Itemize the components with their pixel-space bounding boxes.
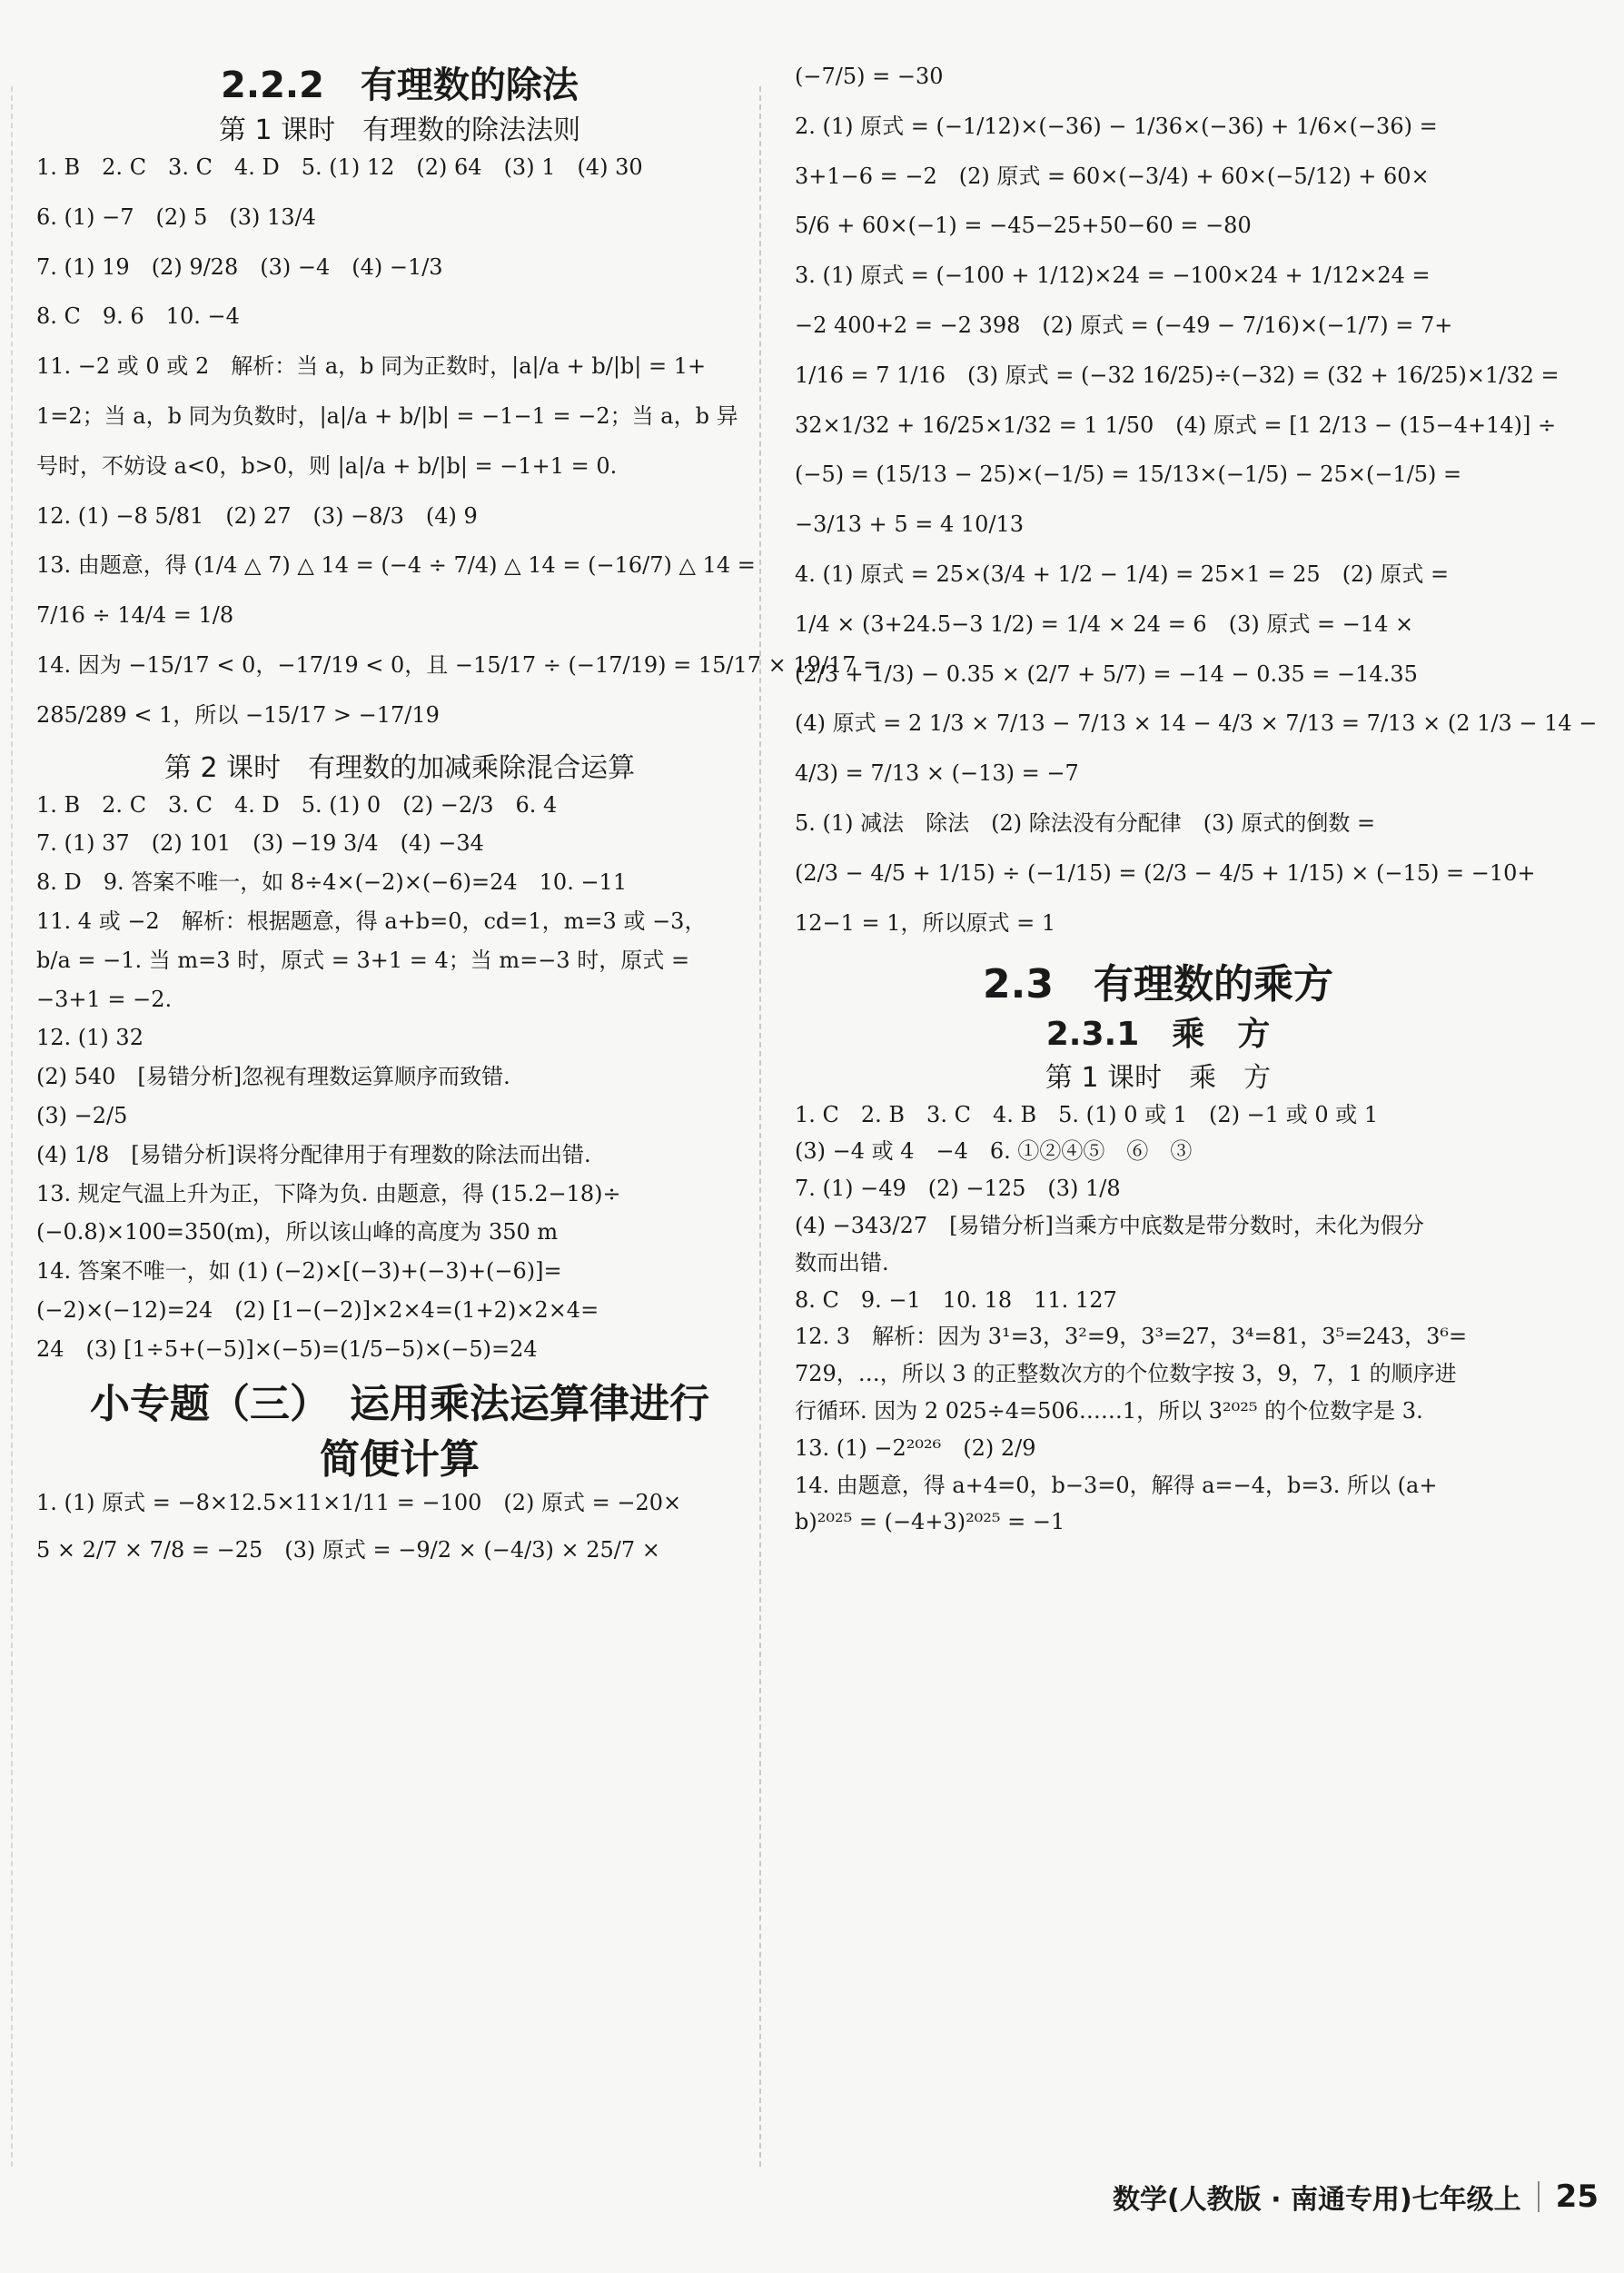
answer-line: −3/13 + 5 = 4 10/13 — [795, 511, 1025, 538]
answer-line: 12. (1) 32 — [36, 1025, 144, 1051]
answer-line: b)²⁰²⁵ = (−4+3)²⁰²⁵ = −1 — [795, 1509, 1065, 1535]
answer-line: (2/3 − 4/5 + 1/15) ÷ (−1/15) = (2/3 − 4/5 + 1/15) × (−15) = −10+ — [795, 859, 1536, 886]
answer-line: 2. (1) 原式 = (−1/12)×(−36) − 1/36×(−36) + 1/6×(−36) = — [795, 113, 1438, 139]
answer-line: (4) 1/8 [易错分析]误将分配律用于有理数的除法而出错. — [36, 1141, 591, 1167]
answer-line: 14. 因为 −15/17 < 0，−17/19 < 0，且 −15/17 ÷ (−17/19) = 15/17 × 19/17 = — [36, 651, 882, 678]
lesson2-answers — [36, 792, 763, 1363]
answer-line: 12−1 = 1，所以原式 = 1 — [795, 909, 1056, 936]
answer-line: 1. C 2. B 3. C 4. B 5. (1) 0 或 1 (2) −1 或 0 或 1 — [795, 1101, 1379, 1127]
answer-line: (3) −2/5 — [36, 1102, 128, 1128]
answer-line: 4/3) = 7/13 × (−13) = −7 — [795, 760, 1079, 787]
right-answers-continued — [795, 64, 1598, 936]
answer-line: (−7/5) = −30 — [795, 64, 944, 89]
answer-line: (−0.8)×100=350(m)，所以该山峰的高度为 350 m — [36, 1219, 559, 1246]
page-footer — [945, 2169, 1599, 2224]
answer-line: 1. (1) 原式 = −8×12.5×11×1/11 = −100 (2) 原式 = −20× — [36, 1489, 682, 1515]
answer-line: 数而出错. — [795, 1249, 889, 1275]
answer-line: 1. B 2. C 3. C 4. D 5. (1) 0 (2) −2/3 6. 4 — [36, 791, 558, 818]
answer-line: (3) −4 或 4 −4 6. ①②④⑤ ⑥ ③ — [795, 1138, 1193, 1165]
footer-separator — [1538, 2181, 1540, 2212]
answer-line: 7. (1) 37 (2) 101 (3) −19 3/4 (4) −34 — [36, 830, 484, 857]
answer-line: 729，…，所以 3 的正整数次方的个位数字按 3，9，7，1 的顺序进 — [795, 1361, 1457, 1387]
answer-line: 3+1−6 = −2 (2) 原式 = 60×(−3/4) + 60×(−5/12) + 60× — [795, 163, 1430, 189]
answer-line: 14. 答案不唯一，如 (1) (−2)×[(−3)+(−3)+(−6)]= — [36, 1258, 562, 1285]
answer-line: 4. (1) 原式 = 25×(3/4 + 1/2 − 1/4) = 25×1 = 25 (2) 原式 = — [795, 561, 1450, 587]
topic-title-line2: 简便计算 — [320, 1435, 480, 1483]
answer-line: 13. (1) −2²⁰²⁶ (2) 2/9 — [795, 1434, 1036, 1461]
answer-line: 13. 规定气温上升为正，下降为负. 由题意，得 (15.2−18)÷ — [36, 1180, 621, 1206]
answer-line: 8. C 9. 6 10. −4 — [36, 303, 240, 330]
answer-line: 5. (1) 减法 除法 (2) 除法没有分配律 (3) 原式的倒数 = — [795, 809, 1376, 836]
lesson1-answers — [36, 154, 882, 729]
answer-line: (4) −343/27 [易错分析]当乘方中底数是带分数时，未化为假分 — [795, 1212, 1424, 1238]
answer-line: 5 × 2/7 × 7/8 = −25 (3) 原式 = −9/2 × (−4/3) × 25/7 × — [36, 1537, 660, 1563]
answer-line: 6. (1) −7 (2) 5 (3) 13/4 — [36, 203, 316, 230]
answer-line: 8. D 9. 答案不唯一，如 8÷4×(−2)×(−6)=24 10. −11 — [36, 869, 628, 896]
answer-line: b/a = −1. 当 m=3 时，原式 = 3+1 = 4；当 m=−3 时，原式 = — [36, 947, 690, 973]
answer-line: (2/3 + 1/3) − 0.35 × (2/7 + 5/7) = −14 − 0.35 = −14.35 — [795, 660, 1418, 687]
section-title-2-2-2: 2.2.2 有理数的除法 — [221, 65, 579, 106]
right-lesson-answers — [795, 1102, 1521, 1536]
answer-line: 14. 由题意，得 a+4=0，b−3=0，解得 a=−4，b=3. 所以 (a+ — [795, 1472, 1438, 1498]
answer-line: 285/289 < 1，所以 −15/17 > −17/19 — [36, 701, 440, 728]
lesson1-title: 第 1 课时 有理数的除法法则 — [218, 114, 581, 146]
answer-line: −2 400+2 = −2 398 (2) 原式 = (−49 − 7/16)×(−1/7) = 7+ — [795, 312, 1453, 338]
answer-line: 12. (1) −8 5/81 (2) 27 (3) −8/3 (4) 9 — [36, 502, 478, 529]
answer-line: 12. 3 解析：因为 3¹=3，3²=9，3³=27，3⁴=81，3⁵=243，3⁶= — [795, 1324, 1468, 1350]
answer-line: −3+1 = −2. — [36, 986, 173, 1012]
right-lesson-title: 第 1 课时 乘 方 — [1045, 1061, 1272, 1094]
answer-line: 32×1/32 + 16/25×1/32 = 1 1/50 (4) 原式 = [1 2/13 − (15−4+14)] ÷ — [795, 412, 1557, 438]
answer-line: 3. (1) 原式 = (−100 + 1/12)×24 = −100×24 + 1/12×24 = — [795, 263, 1431, 289]
left-margin-mark — [11, 86, 13, 2167]
answer-line: 13. 由题意，得 (1/4 △ 7) △ 14 = (−4 ÷ 7/4) △ 14 = (−16/7) △ 14 = — [36, 552, 756, 579]
answer-line: 1/16 = 7 1/16 (3) 原式 = (−32 16/25)÷(−32) = (32 + 16/25)×1/32 = — [795, 362, 1560, 388]
lesson2-title: 第 2 课时 有理数的加减乘除混合运算 — [163, 751, 636, 784]
answer-line: (−5) = (15/13 − 25)×(−1/5) = 15/13×(−1/5) − 25×(−1/5) = — [795, 462, 1462, 488]
answer-line: (−2)×(−12)=24 (2) [1−(−2)]×2×4=(1+2)×2×4= — [36, 1296, 599, 1323]
answer-line: 1=2；当 a，b 同为负数时，|a|/a + b/|b| = −1−1 = −2；当 a，b 异 — [36, 402, 738, 429]
section-title-2-3: 2.3 有理数的乘方 — [983, 961, 1333, 1008]
answer-line: (2) 540 [易错分析]忽视有理数运算顺序而致错. — [36, 1064, 510, 1090]
answer-line: 5/6 + 60×(−1) = −45−25+50−60 = −80 — [795, 213, 1252, 239]
topic-answers — [36, 1490, 763, 1564]
right-column — [795, 64, 1598, 1546]
answer-line: 1. B 2. C 3. C 4. D 5. (1) 12 (2) 64 (3) 1 (4) 30 — [36, 154, 643, 180]
answer-line: (4) 原式 = 2 1/3 × 7/13 − 7/13 × 14 − 4/3 × 7/13 = 7/13 × (2 1/3 − 14 − — [795, 710, 1598, 737]
answer-line: 号时，不妨设 a<0，b>0，则 |a|/a + b/|b| = −1+1 = 0. — [36, 452, 618, 479]
answer-line: 11. 4 或 −2 解析：根据题意，得 a+b=0，cd=1，m=3 或 −3， — [36, 908, 707, 934]
subsection-title-2-3-1: 2.3.1 乘 方 — [1045, 1016, 1271, 1054]
answer-line: 1/4 × (3+24.5−3 1/2) = 1/4 × 24 = 6 (3) 原式 = −14 × — [795, 610, 1414, 637]
book-title: 数学(人教版 · 南通专用)七年级上 — [1112, 2184, 1521, 2216]
answer-line: 7/16 ÷ 14/4 = 1/8 — [36, 602, 234, 629]
answer-line: 24 (3) [1÷5+(−5)]×(−5)=(1/5−5)×(−5)=24 — [36, 1335, 538, 1362]
answer-line: 7. (1) −49 (2) −125 (3) 1/8 — [795, 1176, 1121, 1202]
topic-title-line1: 小专题（三） 运用乘法运算律进行 — [90, 1380, 709, 1427]
answer-line: 8. C 9. −1 10. 18 11. 127 — [795, 1286, 1117, 1313]
answer-line: 11. −2 或 0 或 2 解析：当 a，b 同为正数时，|a|/a + b/|b| = 1+ — [36, 353, 707, 380]
answer-line: 行循环. 因为 2 025÷4=506……1，所以 3²⁰²⁵ 的个位数字是 3. — [795, 1397, 1423, 1424]
answer-line: 7. (1) 19 (2) 9/28 (3) −4 (4) −1/3 — [36, 253, 443, 280]
page-number: 25 — [1555, 2179, 1599, 2215]
